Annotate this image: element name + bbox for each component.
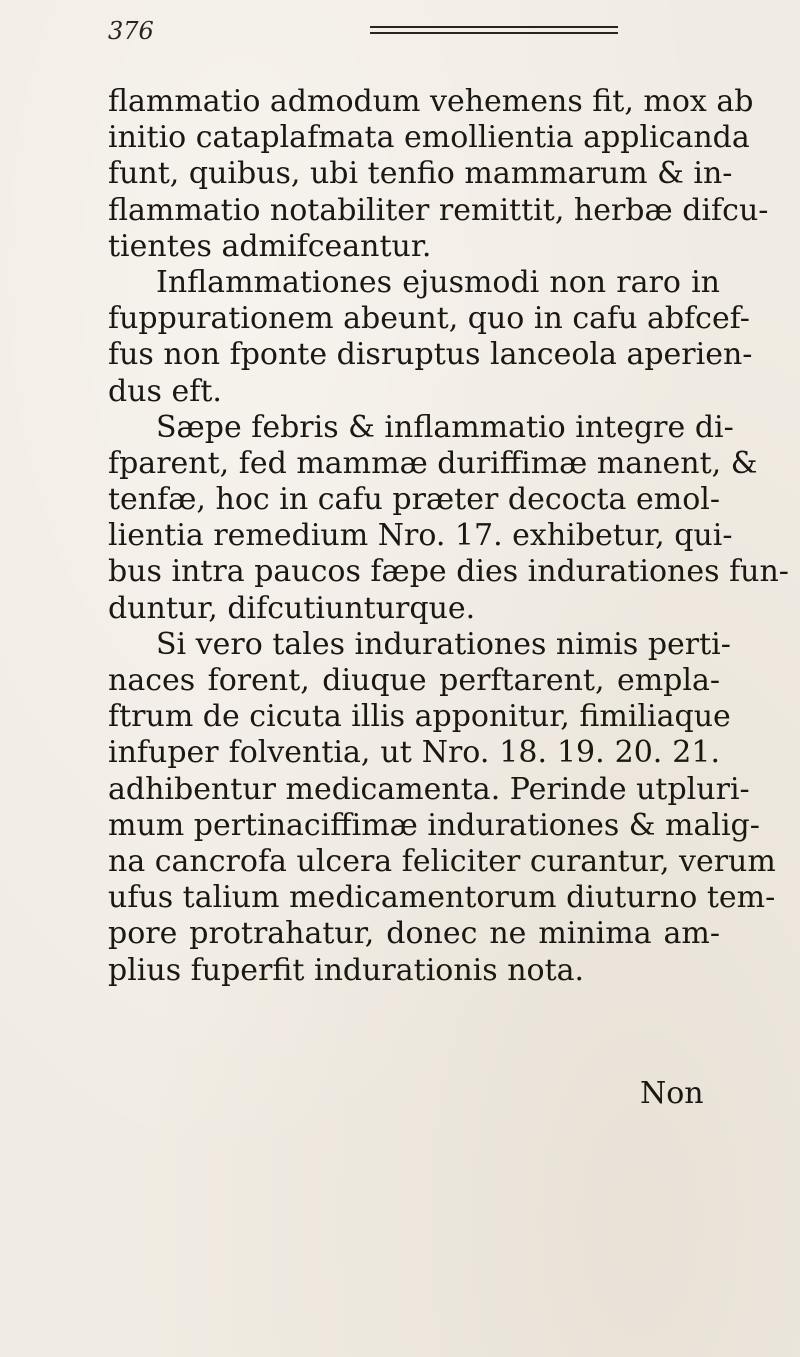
text-line: tientes admifceantur. [108,228,432,264]
header-rule [370,26,618,28]
text-line: fparent, fed mammæ duriffimæ manent, & [108,445,758,481]
body-text [108,84,789,989]
page-header [108,16,718,46]
text-line: infuper folventia, ut Nro. 18. 19. 20. 21. [108,735,720,771]
text-line: funt, quibus, ubi tenfio mammarum & in- [108,156,733,192]
text-line: naces forent, diuque perftarent, empla- [108,663,720,698]
text-line: dus eft. [108,373,222,409]
text-line: lientia remedium Nro. 17. exhibetur, qui- [108,518,733,554]
page-number: 376 [108,17,154,45]
text-line: flammatio admodum vehemens fit, mox ab [108,84,754,119]
text-line: initio cataplafmata emollientia applicanda [108,120,750,156]
header-rule [370,32,618,34]
text-line: tenfæ, hoc in cafu præter decocta emol- [108,482,720,518]
paragraph-first-line: Inflammationes ejusmodi non raro in [156,264,720,300]
catchword: Non [640,1076,704,1111]
text-line: flammatio notabiliter remittit, herbæ difcu- [108,192,769,228]
text-line: na cancrofa ulcera feliciter curantur, verum [108,843,776,879]
text-line: fuppurationem abeunt, quo in cafu abfcef- [108,301,750,337]
text-line: adhibentur medicamenta. Perinde utpluri- [108,771,750,807]
text-line: pore protrahatur, donec ne minima am- [108,916,720,952]
text-line: ftrum de cicuta illis apponitur, fimiliaque [108,699,731,735]
text-line: mum pertinaciffimæ indurationes & malig- [108,807,760,843]
paragraph-first-line: Si vero tales indurationes nimis perti- [156,626,731,662]
text-line: bus intra paucos fæpe dies indurationes fun- [108,554,789,590]
paragraph-first-line: Sæpe febris & inflammatio integre di- [156,409,734,445]
text-line: fus non fponte disruptus lanceola aperien- [108,337,753,373]
text-line: duntur, difcutiunturque. [108,590,476,626]
text-line: plius fuperfit indurationis nota. [108,952,585,988]
text-line: ufus talium medicamentorum diuturno tem- [108,880,776,916]
